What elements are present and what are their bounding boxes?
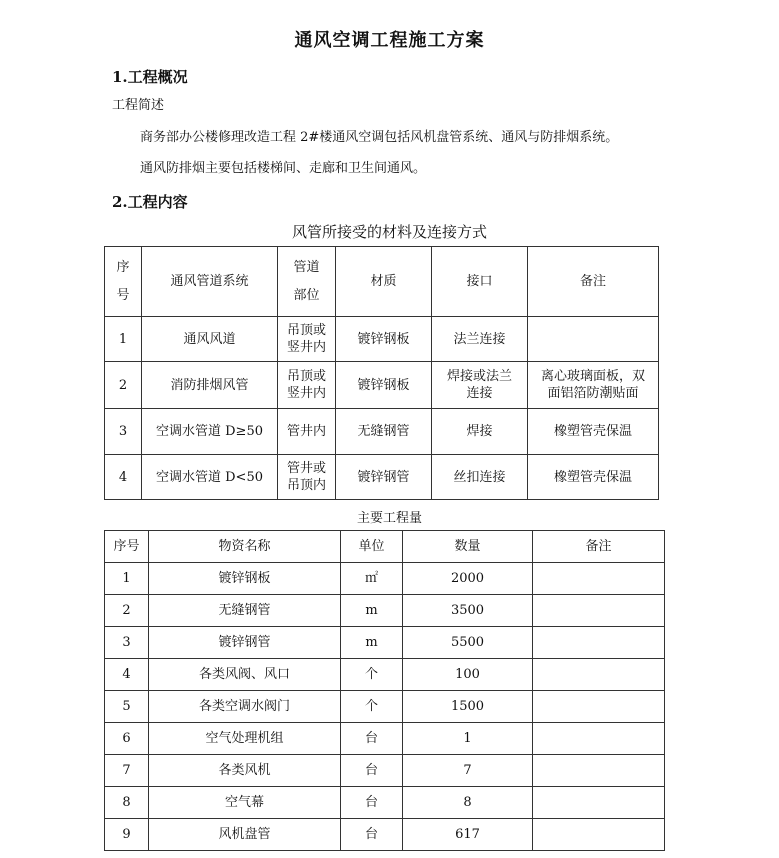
table2-header-name: 物资名称 [149,531,341,563]
subheading-brief: 工程简述 [112,98,165,113]
section-heading-overview: 1.工程概况 [112,68,188,86]
table1-cell-material: 镀锌钢板 [336,317,432,362]
table2-cell-unit: ㎡ [341,563,403,595]
table2-cell-qty: 2000 [403,563,533,595]
table1-header-row [105,247,659,317]
table-row [105,455,659,500]
table1-cell-system: 空调水管道 D<50 [142,455,278,500]
table-row [105,691,665,723]
table2-cell-name: 空气处理机组 [149,723,341,755]
table1-cell-seq: 1 [105,317,142,362]
table1-cell-material: 镀锌钢板 [336,362,432,409]
table2-cell-unit: 台 [341,819,403,851]
table2-cell-qty: 7 [403,755,533,787]
table2-cell-unit: 台 [341,755,403,787]
table-row [105,317,659,362]
table1-cell-location: 吊顶或 竖井内 [278,317,336,362]
table2-cell-remark [533,563,665,595]
table2-cell-remark [533,819,665,851]
table2-cell-remark [533,659,665,691]
table2-cell-qty: 5500 [403,627,533,659]
table2-cell-seq: 4 [105,659,149,691]
table1-cell-seq: 2 [105,362,142,409]
table2-cell-qty: 8 [403,787,533,819]
table-row [105,595,665,627]
table2-cell-remark [533,755,665,787]
table1-cell-remark: 橡塑管壳保温 [528,409,659,455]
table2-header-remark: 备注 [533,531,665,563]
paragraph-scope: 商务部办公楼修理改造工程 2#楼通风空调包括风机盘管系统、通风与防排烟系统。 [140,130,619,145]
table2-cell-remark [533,691,665,723]
table2-cell-unit: m [341,627,403,659]
table1-cell-system: 消防排烟风管 [142,362,278,409]
table2-cell-seq: 8 [105,787,149,819]
table2-cell-name: 各类风机 [149,755,341,787]
table-row [105,659,665,691]
table2-cell-seq: 9 [105,819,149,851]
table2-cell-remark [533,595,665,627]
table2-cell-qty: 1 [403,723,533,755]
table-row [105,819,665,851]
table1-cell-remark [528,317,659,362]
table2-cell-qty: 617 [403,819,533,851]
table1-cell-joint: 焊接 [432,409,528,455]
table2-cell-unit: 个 [341,691,403,723]
table2-cell-qty: 3500 [403,595,533,627]
table2-cell-seq: 5 [105,691,149,723]
table2-cell-seq: 3 [105,627,149,659]
table2-cell-name: 镀锌钢管 [149,627,341,659]
table1-header-remark: 备注 [528,247,659,317]
table1-header-location: 管道 部位 [278,247,336,317]
table-row [105,755,665,787]
main-quantities-table [104,530,665,851]
paragraph-smoke-exhaust: 通风防排烟主要包括楼梯间、走廊和卫生间通风。 [140,161,427,176]
table1-cell-remark: 橡塑管壳保温 [528,455,659,500]
duct-materials-table [104,246,659,500]
table2-cell-unit: 台 [341,787,403,819]
table2-cell-seq: 1 [105,563,149,595]
table1-cell-joint: 焊接或法兰 连接 [432,362,528,409]
table1-cell-joint: 丝扣连接 [432,455,528,500]
table2-cell-unit: 个 [341,659,403,691]
table2-cell-remark [533,627,665,659]
table1-header-joint: 接口 [432,247,528,317]
table1-cell-joint: 法兰连接 [432,317,528,362]
document-title: 通风空调工程施工方案 [294,30,485,51]
table1-cell-seq: 4 [105,455,142,500]
table1-header-material: 材质 [336,247,432,317]
table2-cell-name: 各类空调水阀门 [149,691,341,723]
table2-cell-remark [533,787,665,819]
table1-cell-system: 通风风道 [142,317,278,362]
table-row [105,362,659,409]
table2-cell-name: 无缝钢管 [149,595,341,627]
table-row [105,627,665,659]
table2-header-unit: 单位 [341,531,403,563]
table-row [105,723,665,755]
section-heading-content: 2.工程内容 [112,193,188,211]
table-row [105,787,665,819]
table2-cell-remark [533,723,665,755]
table2-cell-seq: 6 [105,723,149,755]
table2-cell-name: 风机盘管 [149,819,341,851]
table2-cell-unit: m [341,595,403,627]
table1-header-system: 通风管道系统 [142,247,278,317]
table2-cell-name: 镀锌钢板 [149,563,341,595]
table1-cell-system: 空调水管道 D≥50 [142,409,278,455]
table1-caption: 风管所接受的材料及连接方式 [291,223,487,241]
table1-cell-material: 镀锌钢管 [336,455,432,500]
table1-cell-seq: 3 [105,409,142,455]
table1-header-seq: 序 号 [105,247,142,317]
table2-header-qty: 数量 [403,531,533,563]
table1-cell-remark: 离心玻璃面板，双 面铝箔防潮贴面 [528,362,659,409]
table-row [105,409,659,455]
table2-cell-qty: 100 [403,659,533,691]
table1-cell-location: 吊顶或 竖井内 [278,362,336,409]
table2-cell-seq: 7 [105,755,149,787]
table1-cell-location: 管井或 吊顶内 [278,455,336,500]
table2-cell-unit: 台 [341,723,403,755]
table2-cell-name: 空气幕 [149,787,341,819]
table1-cell-material: 无缝钢管 [336,409,432,455]
table2-caption: 主要工程量 [356,511,422,526]
table-row [105,563,665,595]
table2-header-row [105,531,665,563]
table2-cell-seq: 2 [105,595,149,627]
table2-header-seq: 序号 [105,531,149,563]
table2-cell-name: 各类风阀、风口 [149,659,341,691]
table1-cell-location: 管井内 [278,409,336,455]
table2-cell-qty: 1500 [403,691,533,723]
